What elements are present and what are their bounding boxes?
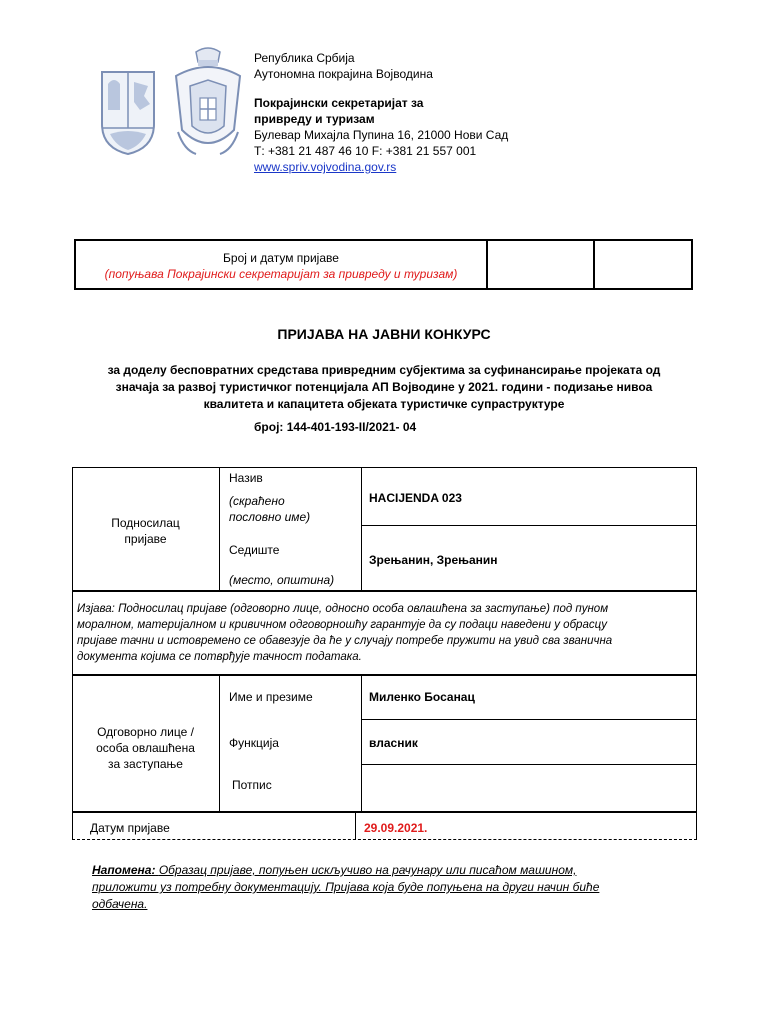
receipt-box-note: (попуњава Покрајински секретаријат за привреду и туризам) bbox=[104, 267, 458, 281]
name-hint bbox=[229, 493, 310, 525]
form-subtitle-line1: за доделу бесповратних средстава привредним субјектима за суфинансирање пројеката од bbox=[107, 363, 661, 377]
statement-line1: Подносилац пријаве (одговорно лице, односно особа овлашћена за заступање) под пуном bbox=[118, 603, 609, 615]
statement-line3: пријаве тачни и истовремено се обавезује да ће у случају потребе пружити на увид сва званична bbox=[77, 635, 613, 647]
department-website-link[interactable]: www.spriv.vojvodina.gov.rs bbox=[254, 160, 397, 174]
footnote-label: Напомена: bbox=[92, 863, 156, 877]
department-name-line2: привреду и туризам bbox=[254, 112, 375, 126]
name-hint-line1: (скраћено bbox=[229, 494, 285, 508]
representative-label-line2: особа овлашћена bbox=[96, 741, 195, 755]
form-subtitle bbox=[60, 362, 708, 413]
name-label: Назив bbox=[229, 471, 263, 485]
statement-line4: документа којима се потврђује тачност података. bbox=[77, 651, 362, 663]
name-hint-line2: пословно име) bbox=[229, 510, 311, 524]
seat-value[interactable]: Зрењанин, Зрењанин bbox=[369, 553, 498, 567]
footnote-line2: приложити уз потребну документацију. Пријава која буде попуњена на други начин биће bbox=[92, 880, 600, 894]
applicant-section-label-line2: пријаве bbox=[124, 532, 167, 546]
seat-hint: (место, општина) bbox=[229, 573, 335, 587]
department-name-line1: Покрајински секретаријат за bbox=[254, 96, 424, 110]
function-label: Функција bbox=[229, 736, 279, 750]
department-phone: Т: +381 21 487 46 10 F: +381 21 557 001 bbox=[254, 144, 477, 158]
applicant-section-label-line1: Подносилац bbox=[111, 516, 180, 530]
receipt-box bbox=[74, 239, 693, 290]
name-value[interactable]: HACIJENDA 023 bbox=[369, 491, 462, 505]
application-form-table bbox=[72, 467, 697, 840]
date-label: Датум пријаве bbox=[90, 821, 170, 835]
form-number: број: 144-401-193-II/2021- 04 bbox=[254, 420, 417, 434]
function-value[interactable]: власник bbox=[369, 736, 418, 750]
province-name: Аутономна покрајина Војводина bbox=[254, 67, 433, 81]
fullname-label: Име и презиме bbox=[229, 690, 313, 704]
fullname-value[interactable]: Миленко Босанац bbox=[369, 690, 475, 704]
signature-label: Потпис bbox=[232, 778, 272, 792]
statement-line2: моралном, материјалном и кривичном одговорношћу гарантује да су подаци наведени у обрасцу bbox=[77, 619, 608, 631]
receipt-box-title: Број и датум пријаве bbox=[223, 251, 339, 265]
form-title: ПРИЈАВА НА ЈАВНИ КОНКУРС bbox=[277, 326, 491, 342]
country-name: Република Србија bbox=[254, 51, 355, 65]
signature-field[interactable] bbox=[362, 765, 696, 811]
representative-label-line3: за заступање bbox=[108, 757, 183, 771]
representative-label-line1: Одговорно лице / bbox=[97, 725, 194, 739]
date-value[interactable]: 29.09.2021. bbox=[364, 821, 428, 835]
footnote-line3: одбачена. bbox=[92, 897, 148, 911]
serbia-coat-of-arms-icon bbox=[170, 46, 246, 158]
footnote bbox=[92, 862, 677, 913]
form-subtitle-line3: квалитета и капацитета објеката туристичке супраструктуре bbox=[203, 397, 565, 411]
representative-section-label bbox=[72, 724, 219, 772]
form-subtitle-line2: значаја за развој туристичког потенцијала АП Војводине у 2021. години - подизање нивоа bbox=[115, 380, 653, 394]
vojvodina-coat-of-arms-icon bbox=[98, 68, 158, 156]
applicant-section-label bbox=[72, 515, 219, 547]
statement-label: Изјава: bbox=[77, 603, 115, 615]
seat-label: Седиште bbox=[229, 543, 280, 557]
footnote-line1: Образац пријаве, попуњен искључиво на рачунару или писаћом машином, bbox=[158, 863, 577, 877]
department-address: Булевар Михајла Пупина 16, 21000 Нови Сад bbox=[254, 128, 509, 142]
statement-text bbox=[77, 601, 691, 665]
